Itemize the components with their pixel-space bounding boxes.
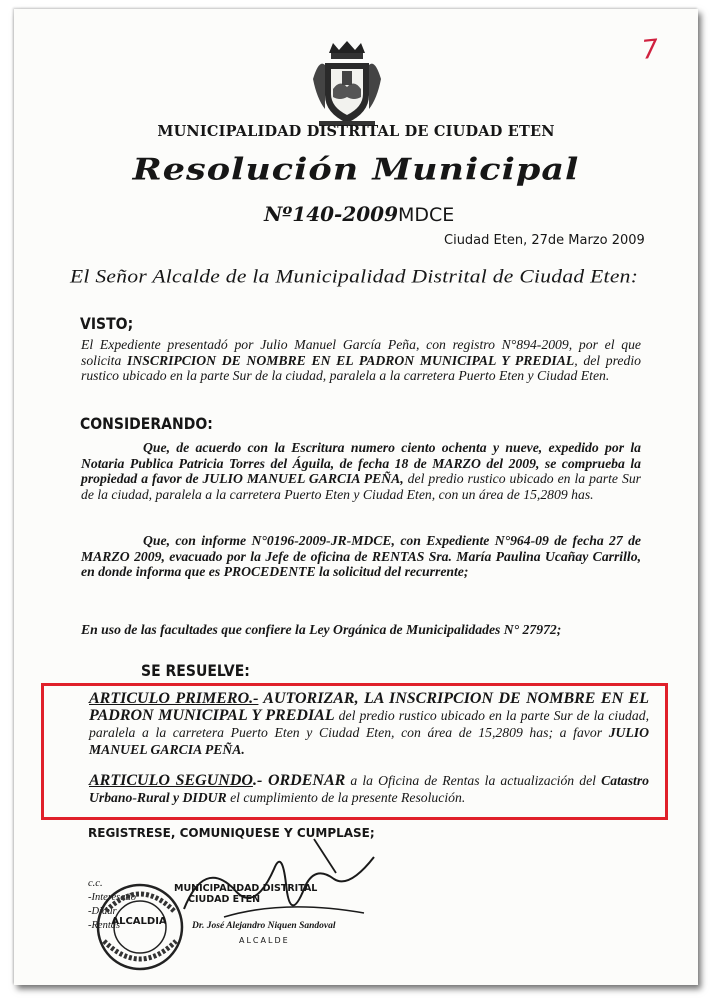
handwritten-page-number: 7: [640, 34, 661, 66]
article-2-title: ARTICULO SEGUNDO: [89, 772, 253, 789]
seal-label: ALCALDIA: [111, 916, 167, 927]
visto-text-bold: INSCRIPCION DE NOMBRE EN EL PADRON MUNICIPAL Y PREDIAL: [127, 352, 575, 368]
visto-heading: VISTO;: [80, 315, 134, 334]
considerando-paragraph-2: [81, 533, 641, 580]
considerando-paragraph-1: [81, 440, 641, 502]
municipal-crest-icon: [307, 39, 387, 129]
resolution-title: Resolución Municipal: [132, 152, 580, 187]
cc-item: -Didur: [88, 906, 117, 917]
article-1-title: ARTICULO PRIMERO.-: [89, 690, 259, 707]
cc-item: -Rentas: [88, 920, 121, 931]
considerando-1-end: del predio rustico ubicado en la parte Sur de la ciudad, paralela a la carretera Puerto Eten y Ciudad Eten, con un área de 15,2809 has.: [81, 471, 641, 502]
closing-line: REGISTRESE, COMUNIQUESE Y CUMPLASE;: [88, 826, 375, 840]
stamp-line-2: CIUDAD ETEN: [188, 894, 261, 905]
article-2-text-1: a la Oficina de Rentas la actualización del: [345, 773, 602, 788]
visto-paragraph: [81, 337, 641, 384]
visto-text-end: , del predio rustico ubicado en la parte Sur de la ciudad, paralela a la carretera Puerto Eten y Ciudad Eten.: [81, 352, 641, 384]
article-1-name: JULIO MANUEL GARCIA PEÑA.: [89, 725, 649, 757]
visto-text-start: El Expediente presentadó por Julio Manuel García Peña, con registro N°894-2009, por el que solicita: [81, 337, 641, 368]
considerando-1-bold: Que, de acuerdo con la Escritura numero ciento ochenta y nueve, expedido por la Notaria Publica Patricia Torres del Águila, de fecha 18 de MARZO del 2009, se comprueba la propiedad a favor de JULIO MANUEL GARCIA PEÑA,: [81, 440, 641, 487]
powers-paragraph: [81, 622, 641, 638]
document-page: [14, 9, 698, 985]
number-suffix: MDCE: [398, 204, 455, 226]
stamp-line-1: MUNICIPALIDAD DISTRITAL: [174, 883, 318, 894]
stamp-title: [174, 883, 317, 905]
resolution-number: [264, 202, 454, 227]
signer-name: Dr. José Alejandro Niquen Sandoval: [192, 921, 336, 931]
cc-label: c.c.: [88, 878, 103, 889]
article-1-bold: AUTORIZAR, LA INSCRIPCION DE NOMBRE EN EL PADRON MUNICIPAL Y PREDIAL: [89, 690, 649, 724]
article-first: [89, 690, 649, 758]
article-2-text-2: el cumplimiento de la presente Resolución.: [226, 790, 466, 805]
resolve-heading: SE RESUELVE:: [141, 662, 250, 681]
mayor-header: El Señor Alcalde de la Municipalidad Distrital de Ciudad Eten:: [70, 265, 639, 287]
article-1-text: del predio rustico ubicado en la parte Sur de la ciudad, paralela a la carretera Puerto Eten y Ciudad Eten, con área de 15,2809 has; a favor: [89, 708, 649, 740]
considerando-heading: CONSIDERANDO:: [80, 415, 213, 434]
article-2-bold-2: Catastro Urbano-Rural y DIDUR: [89, 773, 650, 805]
municipality-name: MUNICIPALIDAD DISTRITAL DE CIUDAD ETEN: [157, 123, 555, 140]
article-2-bold: .- ORDENAR: [252, 772, 346, 789]
signer-role: ALCALDE: [239, 936, 290, 945]
place-date: Ciudad Eten, 27de Marzo 2009: [444, 233, 645, 248]
handwritten-number: Nº140-2009: [264, 202, 398, 226]
considerando-2-text: Que, con informe N°0196-2009-JR-MDCE, con Expediente N°964-09 de fecha 27 de MARZO 2009, evacuado por la Jefe de oficina de RENTAS Sra. María Paulina Ucañay Carrillo, en donde informa que es PROCEDENTE la solicitud del recurrente;: [81, 533, 641, 580]
cc-item: -Interesado: [88, 892, 137, 903]
article-second: [89, 772, 649, 806]
powers-text: En uso de las facultades que confiere la Ley Orgánica de Municipalidades N° 27972;: [81, 622, 562, 637]
